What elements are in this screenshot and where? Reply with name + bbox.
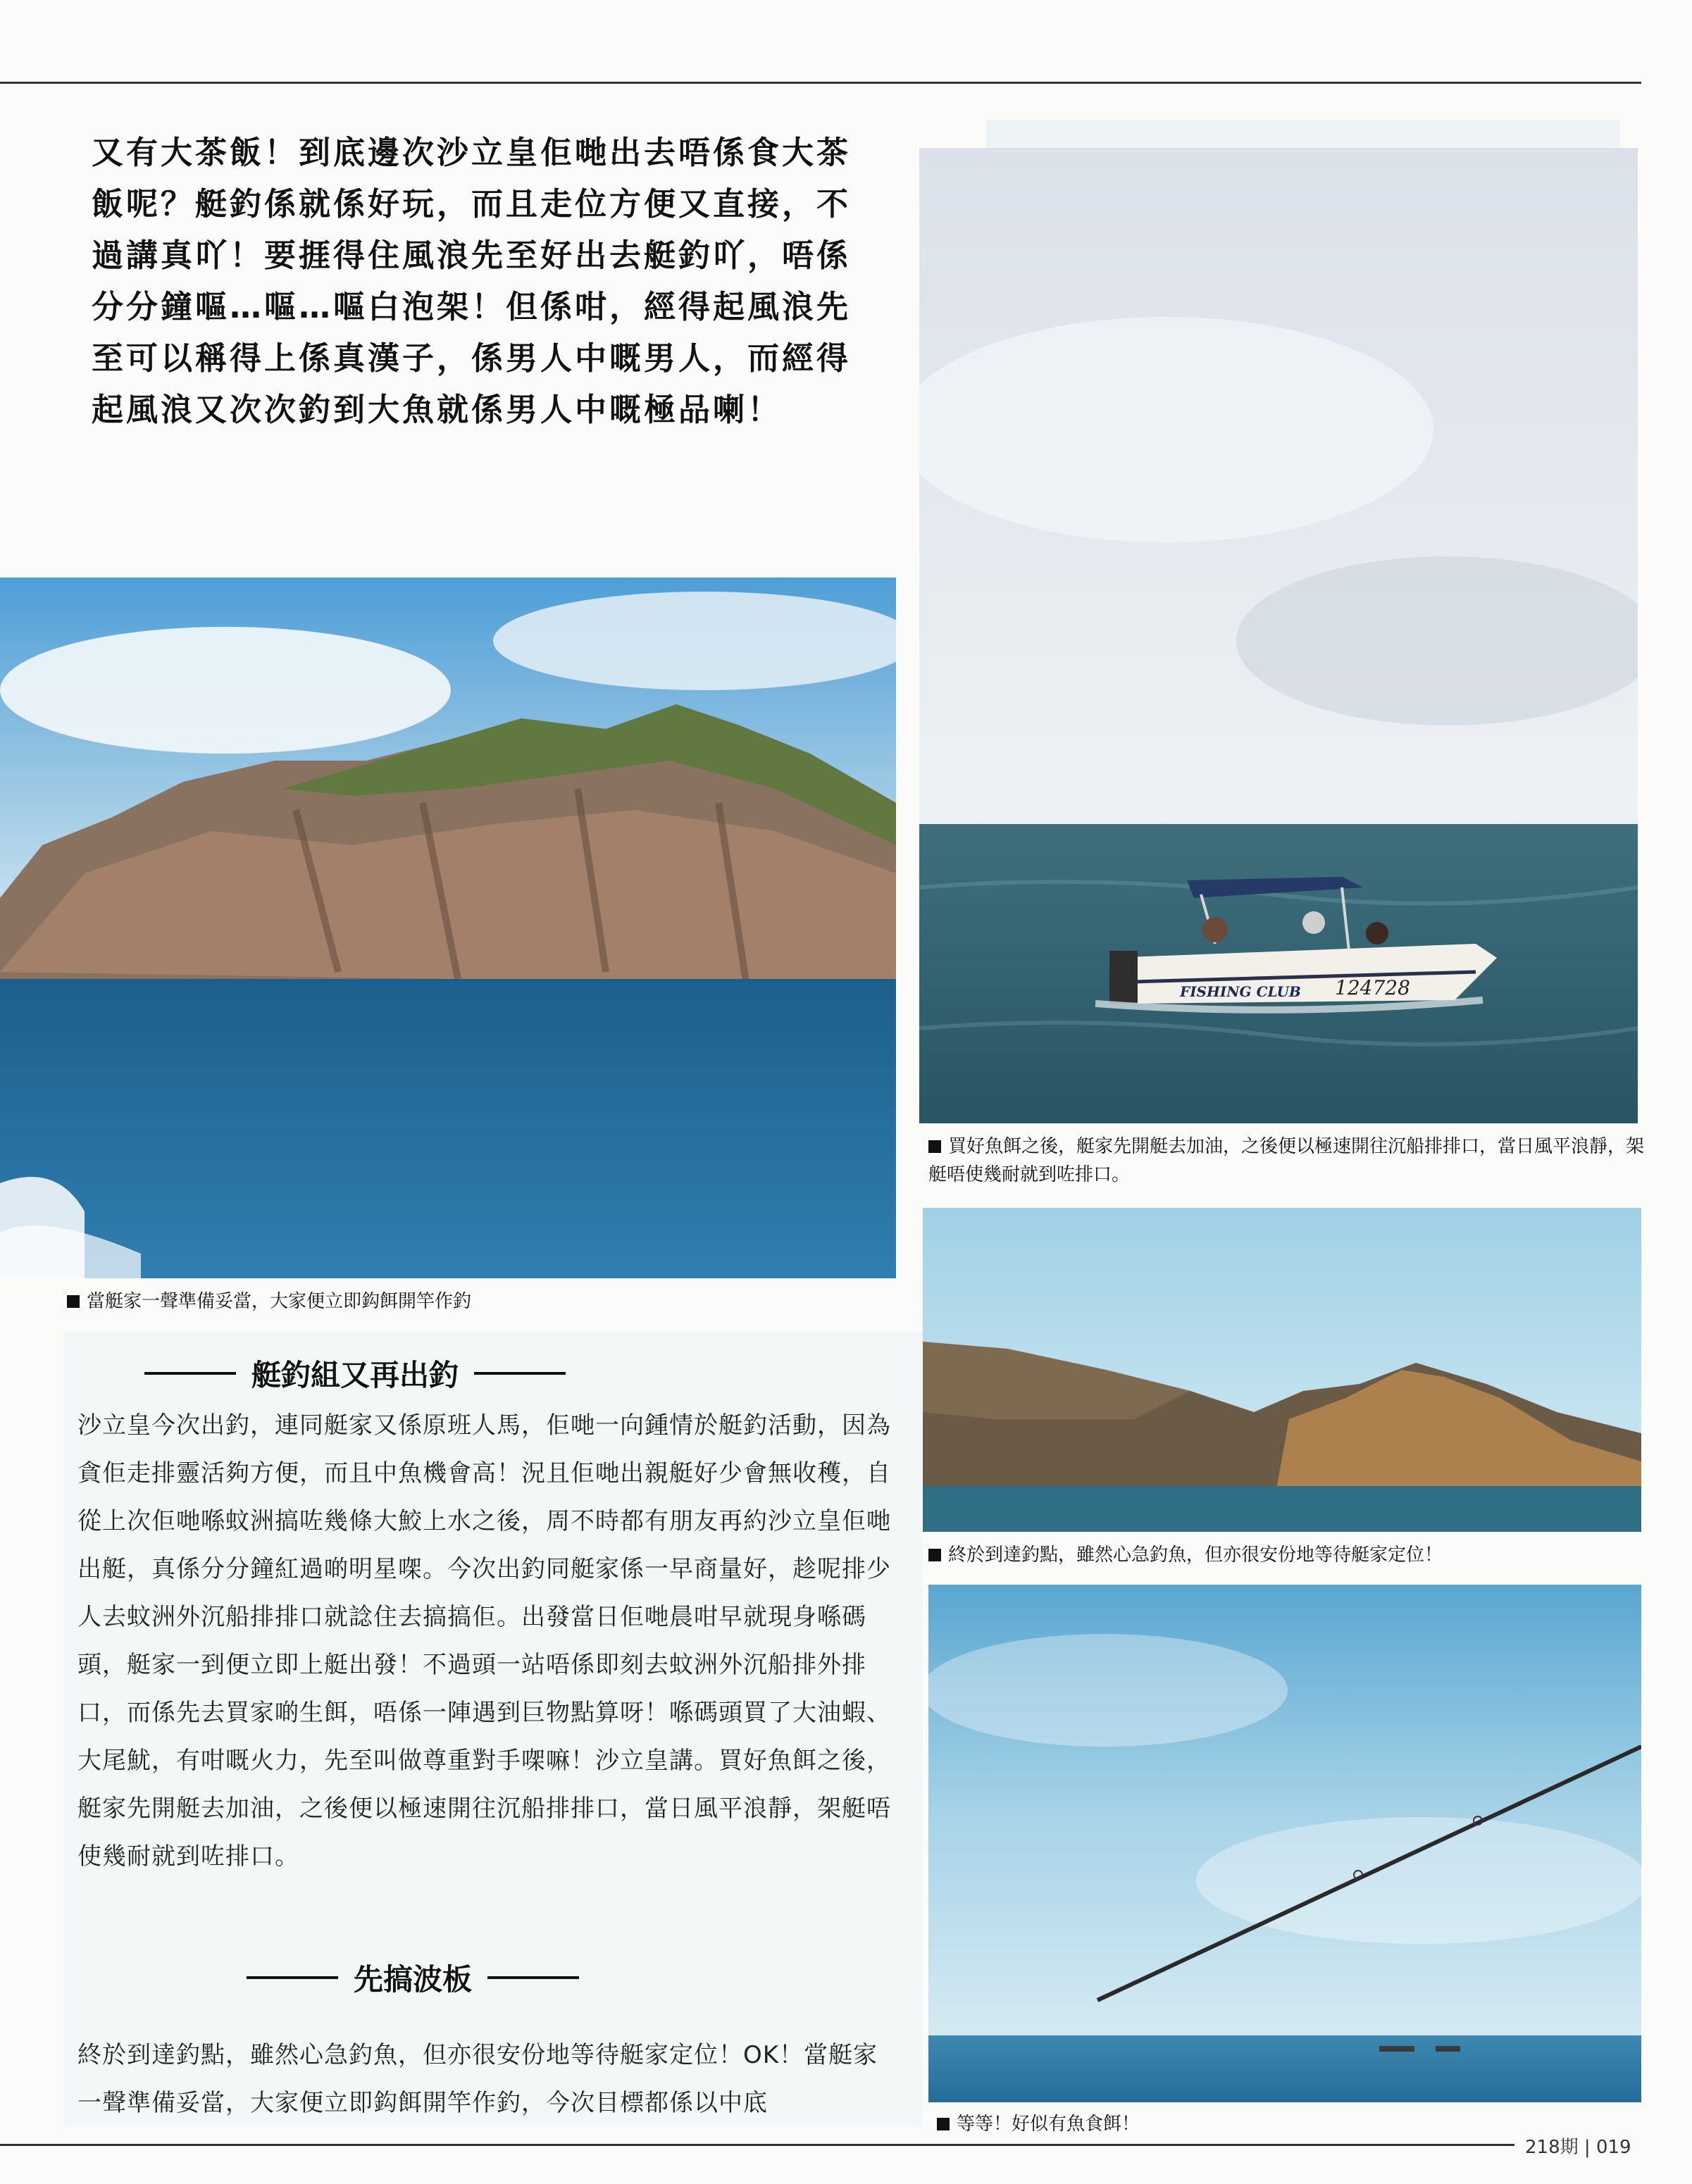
boat-name-text: FISHING CLUB	[1180, 983, 1301, 1000]
caption-bullet	[937, 2118, 950, 2130]
caption-island	[67, 1287, 884, 1316]
caption-rod-text: 等等！好似有魚食餌！	[957, 2114, 1140, 2135]
heading-rule-left	[247, 1976, 338, 1979]
page-footer	[1525, 2133, 1631, 2159]
page-number: 019	[1595, 2137, 1631, 2158]
caption-bullet	[67, 1295, 80, 1308]
section-1-body: 沙立皇今次出釣，連同艇家又係原班人馬，佢哋一向鍾情於艇釣活動，因為貪佢走排靈活夠方便，而且中魚機會高！況且佢哋出親艇好少會無收穫，自從上次佢哋喺蚊洲搞咗幾條大鮫上水之後，周不時都有朋友再約沙立皇佢哋出艇，真係分分鐘紅過啲明星㗎。今次出釣同艇家係一早商量好，趁呢排少人去蚊洲外沉船排排口就諗住去搞搞佢。出發當日佢哋晨咁早就現身喺碼頭，艇家一到便立即上艇出發！不過頭一站唔係即刻去蚊洲外沉船排外排口，而係先去買家啲生餌，唔係一陣遇到巨物點算呀！喺碼頭買了大油蝦、大尾魷，有咁嘅火力，先至叫做尊重對手㗎嘛！沙立皇講。買好魚餌之後，艇家先開艇去加油，之後便以極速開往沉船排排口，當日風平浪靜，架艇唔使幾耐就到咗排口。	[77, 1411, 891, 1871]
boat-number-text: 124728	[1335, 976, 1410, 999]
caption-bullet	[928, 1549, 941, 1561]
section-heading-1	[144, 1352, 566, 1394]
boat-photo	[919, 148, 1638, 1123]
footer-divider: |	[1584, 2137, 1596, 2158]
rod-photo	[928, 1585, 1641, 2102]
heading-rule-left	[144, 1372, 236, 1375]
section-2-body: 終於到達釣點，雖然心急釣魚，但亦很安份地等待艇家定位！OK！當艇家一聲準備妥當，大家便立即鈎餌開竿作釣，今次目標都係以中底	[77, 2041, 878, 2117]
heading-rule-right	[487, 1976, 579, 1979]
island-photo	[0, 578, 896, 1278]
header-rule	[0, 82, 1641, 84]
caption-bullet	[928, 1140, 941, 1153]
intro-paragraph: 又有大茶飯！到底邊次沙立皇佢哋出去唔係食大茶飯呢？艇釣係就係好玩，而且走位方便又直接，不過講真吖！要捱得住風浪先至好出去艇釣吖，唔係分分鐘嘔…嘔…嘔白泡架！但係咁，經得起風浪先至可以稱得上係真漢子，係男人中嘅男人，而經得起風浪又次次釣到大魚就係男人中嘅極品喇！	[92, 134, 852, 428]
section-heading-2	[247, 1957, 579, 1999]
caption-coast-text: 終於到達釣點，雖然心急釣魚，但亦很安份地等待艇家定位！	[948, 1545, 1443, 1566]
caption-boat-text: 買好魚餌之後，艇家先開艇去加油，之後便以極速開往沉船排排口，當日風平浪靜，架艇唔使幾耐就到咗排口。	[928, 1136, 1645, 1185]
caption-island-text: 當艇家一聲準備妥當，大家便立即鈎餌開竿作釣	[87, 1291, 472, 1312]
issue-number: 218期	[1525, 2137, 1579, 2158]
heading-rule-right	[474, 1372, 566, 1375]
footer-rule	[0, 2144, 1514, 2146]
background-tint-top	[986, 120, 1620, 148]
caption-coast	[928, 1541, 1654, 1569]
caption-boat	[928, 1132, 1654, 1189]
section-heading-2-text: 先搞波板	[354, 1962, 473, 1997]
coast-photo	[923, 1208, 1641, 1532]
section-heading-1-text: 艇釣組又再出釣	[251, 1358, 459, 1392]
